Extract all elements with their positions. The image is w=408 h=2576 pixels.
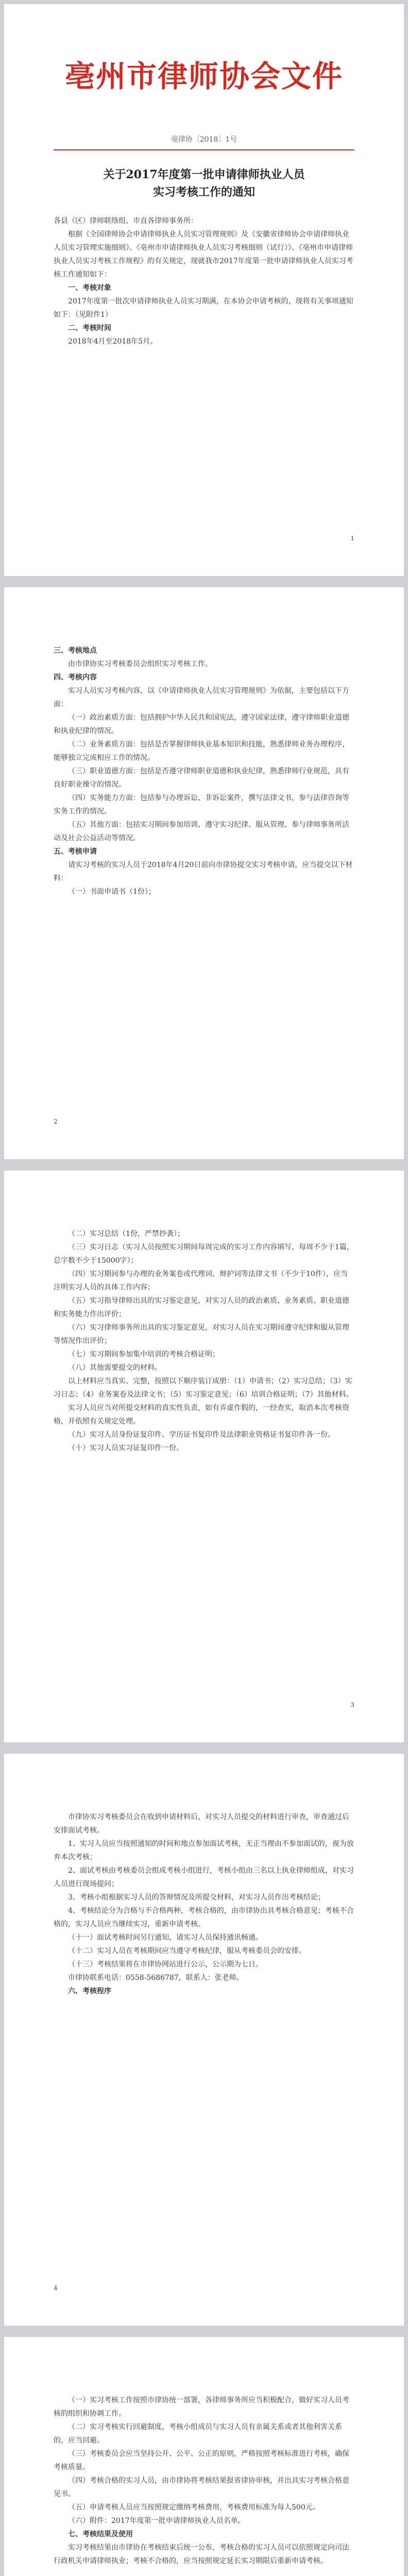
content-item: （一）政治素质方面：包括拥护中华人民共和国宪法，遵守国家法律，遵守律师职业道德和执业纪律的情况。 bbox=[54, 714, 349, 735]
content-item: （三）职业道德方面：包括是否遵守律师职业道德和执业纪律，熟悉律师行业规范，具有良好职业操守的情况。 bbox=[54, 767, 349, 789]
section-text-3: 由市律协实习考核委员会组织实习考核工作。 bbox=[68, 660, 212, 668]
content-line: （十二）实习人员在考核期间应当遵守考核纪律，服从考核委员会的安排。 bbox=[68, 1947, 306, 1955]
title-line-2: 实习考核工作的通知 bbox=[152, 185, 255, 199]
content-line: （六）实习律师事务所出具的实习鉴定意见，对实习人员在实习期间遵守纪律和服从管理等情况作出评价； bbox=[54, 1324, 349, 1345]
section-heading-4: 四、考核内容 bbox=[54, 673, 97, 682]
content-line: 1、实习人员应当按照通知的时间和地点参加面试考核，无正当理由不参加面试的，视为放弃本次考核； bbox=[54, 1840, 354, 1861]
content-line: （十三）考核结果将在市律协网站进行公示，公示期为七日。 bbox=[68, 1960, 263, 1969]
document-page-1 bbox=[4, 4, 404, 576]
document-number: 亳律协〔2018〕1号 bbox=[171, 135, 237, 144]
content-line: （二）实习总结（1份，严禁抄袭）； bbox=[68, 1230, 184, 1238]
content-line: （十）实习人员实习证复印件一份。 bbox=[68, 1444, 183, 1452]
content-line: 市律协联系电话：0558-5686787，联系人：张老师。 bbox=[68, 1974, 244, 1982]
title-line-1: 关于2017年度第一批申请律师执业人员 bbox=[103, 168, 305, 181]
agency-red-header: 亳州市律师协会文件 bbox=[64, 59, 343, 94]
content-line: （二）实习考核实行回避制度，考核小组成员与实习人员有亲属关系或者其他利害关系的，应当回避。 bbox=[54, 2423, 342, 2445]
intro-paragraph: 根据《全国律师协会申请律师执业人员实习管理规则》及《安徽省律师协会申请律师执业人员实习管理实施细则》、《亳州市申请律师执业人员实习考核细则（试行）》、《亳州市申请律师执业人员实习考核工作规程》的有关规定，现就我市2017年度第一批申请律师执业人员实习考核工作通知如下： bbox=[54, 230, 353, 279]
content-line: （四）考核合格的实习人员，由市律协将考核结果报省律协审核，并出具实习考核合格意见书。 bbox=[54, 2477, 349, 2498]
content-item: （五）其他方面：包括实习期间参加培训、遵守实习纪律、服从管理、参与律师事务所活动及社会公益活动等情况。 bbox=[54, 821, 349, 842]
page-number: 3 bbox=[350, 1701, 354, 1708]
page-number: 1 bbox=[350, 535, 354, 542]
section-text-5: 请实习考核的实习人员于2018年4月20日前向市律协提交实习考核申请，应当提交以下材料： bbox=[54, 861, 353, 883]
content-line: （十一）面试考核时间另行通知，请实习人员保持通讯畅通。 bbox=[68, 1934, 263, 1942]
content-line: （八）其他需要提交的材料。 bbox=[68, 1364, 162, 1372]
section-text-1: 2017年度第一批次申请律师执业人员实习期满，在本协会申请考核的，现将有关事项通知如下：（见附件1） bbox=[54, 297, 353, 319]
section-heading-3: 三、考核地点 bbox=[54, 647, 97, 655]
content-line: 3、考核小组根据实习人员的答辩情况及所提交材料，对实习人员作出考核结论； bbox=[68, 1893, 325, 1902]
section-text-4: 实习人员实习考核内容，以《申请律师执业人员实习管理规则》为依据，主要包括以下方面： bbox=[54, 687, 349, 708]
section-text-2: 2018年4月至2018年5月。 bbox=[68, 337, 158, 346]
document-page-2 bbox=[4, 587, 404, 1159]
content-line: （九）实习人员身份证复印件、学历证书复印件及法律职业资格证书复印件各一份。 bbox=[68, 1431, 335, 1439]
section-heading-5: 五、考核申请 bbox=[54, 848, 97, 856]
salutation: 各县（区）律师联络组、市直各律师事务所： bbox=[54, 217, 198, 225]
document-page-4 bbox=[4, 1754, 404, 2326]
content-line: 实习人员应当对所提交材料的真实性负责，如有弄虚作假的，一经查实，取消本次考核资格，并依照有关规定处理。 bbox=[54, 1404, 349, 1426]
content-line: 4、考核结论分为合格与不合格两种，考核合格的，由市律协出具考核合格意见；考核不合格的，实习人员应当继续实习，重新申请考核。 bbox=[54, 1907, 354, 1928]
document-page-5 bbox=[4, 2337, 404, 2576]
application-item: （一）书面申请书（1份）； bbox=[68, 888, 156, 896]
content-line: （六）附件：2017年度第一批申请律师执业人员名单。 bbox=[68, 2517, 245, 2525]
section-heading-6: 六、考核程序 bbox=[68, 1987, 111, 1995]
content-line: 实习考核结果由市律协在考核结束后统一公布，考核合格的实习人员可以依照规定向司法行政机关申请律师执业；考核不合格的，应当按照规定延长实习期限后重新申请考核。 bbox=[54, 2544, 349, 2565]
document-title bbox=[54, 166, 354, 201]
content-line: （一）实习考核工作按照市律协统一部署，各律师事务所应当积极配合，做好实习人员考核的组织和协调工作。 bbox=[54, 2396, 349, 2418]
content-line: （五）实习指导律师出具的实习鉴定意见，对实习人员的政治素质、业务素质、职业道德和实务能力作出评价； bbox=[54, 1297, 349, 1318]
section-heading-1: 一、考核对象 bbox=[68, 284, 111, 292]
page-number: 2 bbox=[54, 1118, 58, 1125]
content-line: （四）实习期间参与办理的业务案卷或代理词、辩护词等法律文书（不少于10件），应当注明实习人员的具体工作内容； bbox=[54, 1270, 348, 1292]
document-page-3 bbox=[4, 1171, 404, 1742]
content-item: （二）业务素质方面：包括是否掌握律师执业基本知识和技能，熟悉律师业务办理程序，能够独立完成相应工作的情况。 bbox=[54, 740, 349, 762]
content-line: （三）实习日志（实习人员按照实习期间每周完成的实习工作内容填写，每周不少于1篇，总字数不少于15000字）； bbox=[54, 1243, 354, 1265]
section-heading-2: 二、考核时间 bbox=[68, 324, 111, 332]
content-line: （七）实习期间参加集中培训的考核合格证明； bbox=[68, 1350, 219, 1359]
page-number: 4 bbox=[54, 2284, 58, 2292]
content-line: （三）考核委员会应当坚持公开、公平、公正的原则，严格按照考核标准进行考核，确保考核质量。 bbox=[54, 2450, 349, 2471]
red-divider-line bbox=[54, 149, 354, 150]
content-item: （四）实务能力方面：包括参与办理诉讼、非诉讼案件，撰写法律文书，参与法律咨询等实务工作的情况。 bbox=[54, 794, 349, 816]
content-line: 以上材料应当真实、完整，按照以下顺序装订成册：（1）申请书；（2）实习总结；（3）实习日志；（4）业务案卷及法律文书；（5）实习鉴定意见；（6）培训合格证明；（7）其他材料。 bbox=[54, 1377, 353, 1399]
content-line: （五）申请考核人员应当按照规定缴纳考核费用，考核费用标准为每人500元。 bbox=[68, 2503, 320, 2512]
section-heading-7: 七、考核结果及使用 bbox=[68, 2530, 133, 2538]
content-line: 2、面试考核由考核委员会组成考核小组进行，考核小组由三名以上执业律师组成，对实习人员进行现场提问； bbox=[54, 1867, 354, 1888]
content-line: 市律协实习考核委员会在收到申请材料后，对实习人员提交的材料进行审查，审查通过后安排面试考核。 bbox=[54, 1813, 349, 1835]
